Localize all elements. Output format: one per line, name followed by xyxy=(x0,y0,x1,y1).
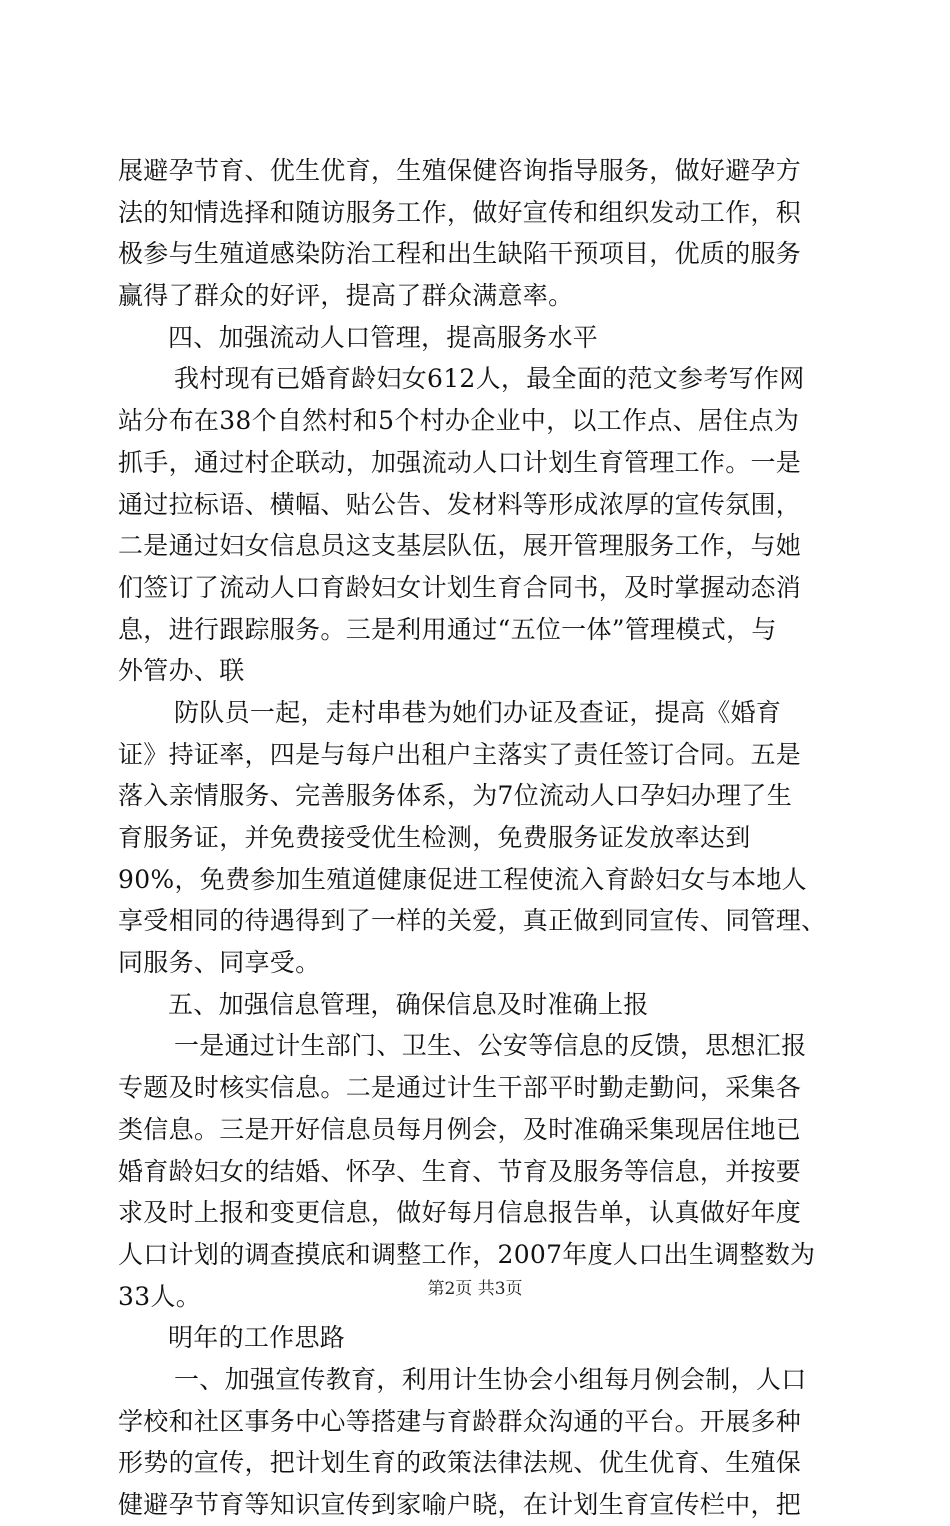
text-line: 展避孕节育、优生优育，生殖保健咨询指导服务，做好避孕方 xyxy=(118,156,802,185)
text-line: 健避孕节育等知识宣传到家喻户晓，在计划生育宣传栏中，把 xyxy=(118,1490,802,1519)
text-line: 33人。 xyxy=(118,1281,202,1311)
text-line: 90%，免费参加生殖道健康促进工程使流入育龄妇女与本地人 xyxy=(118,864,807,894)
text-line: 同服务、同享受。 xyxy=(118,948,321,978)
text-line: 赢得了群众的好评，提高了群众满意率。 xyxy=(118,281,574,311)
body-text xyxy=(118,150,838,1526)
page-number-footer: 第2页 共3页 xyxy=(427,1279,523,1299)
text-line: 享受相同的待遇得到了一样的关爱，真正做到同宣传、同管理、 xyxy=(118,906,827,936)
text-line: 站分布在38个自然村和5个村办企业中，以工作点、居住点为 xyxy=(118,406,800,436)
text-line: 形势的宣传，把计划生育的政策法律法规、优生优育、生殖保 xyxy=(118,1448,802,1478)
text-line: 防队员一起，走村串巷为她们办证及查证，提高《婚育 xyxy=(174,697,782,727)
text-line: 息，进行跟踪服务。三是利用通过“五位一体”管理模式，与 xyxy=(118,614,777,644)
text-line: 一、加强宣传教育，利用计生协会小组每月例会制，人口 xyxy=(174,1364,807,1394)
text-line: 一是通过计生部门、卫生、公安等信息的反馈，思想汇报 xyxy=(174,1031,807,1061)
section-heading: 五、加强信息管理，确保信息及时准确上报 xyxy=(168,989,649,1019)
text-line: 极参与生殖道感染防治工程和出生缺陷干预项目，优质的服务 xyxy=(118,239,802,269)
text-line: 们签订了流动人口育龄妇女计划生育合同书，及时掌握动态消 xyxy=(118,572,802,602)
text-line: 求及时上报和变更信息，做好每月信息报告单，认真做好年度 xyxy=(118,1198,802,1228)
text-line: 落入亲情服务、完善服务体系，为7位流动人口孕妇办理了生 xyxy=(118,781,793,811)
section-heading: 明年的工作思路 xyxy=(168,1323,346,1353)
text-line: 外管办、联 xyxy=(118,656,245,686)
text-line: 抓手，通过村企联动，加强流动人口计划生育管理工作。一是 xyxy=(118,447,802,477)
text-line: 类信息。三是开好信息员每月例会，及时准确采集现居住地已 xyxy=(118,1114,802,1144)
text-line: 学校和社区事务中心等搭建与育龄群众沟通的平台。开展多种 xyxy=(118,1406,802,1436)
text-line: 婚育龄妇女的结婚、怀孕、生育、节育及服务等信息，并按要 xyxy=(118,1156,802,1186)
text-line: 证》持证率，四是与每户出租户主落实了责任签订合同。五是 xyxy=(118,739,802,769)
text-line: 法的知情选择和随访服务工作，做好宣传和组织发动工作，积 xyxy=(118,197,802,227)
text-line: 人口计划的调查摸底和调整工作，2007年度人口出生调整数为 xyxy=(118,1239,816,1269)
section-heading: 四、加强流动人口管理，提高服务水平 xyxy=(168,322,599,352)
text-line: 通过拉标语、横幅、贴公告、发材料等形成浓厚的宣传氛围， xyxy=(118,489,802,519)
text-line: 我村现有已婚育龄妇女612人，最全面的范文参考写作网 xyxy=(174,364,805,394)
text-line: 育服务证，并免费接受优生检测，免费服务证发放率达到 xyxy=(118,823,751,852)
text-line: 专题及时核实信息。二是通过计生干部平时勤走勤问，采集各 xyxy=(118,1073,802,1103)
text-line: 二是通过妇女信息员这支基层队伍，展开管理服务工作，与她 xyxy=(118,531,802,561)
